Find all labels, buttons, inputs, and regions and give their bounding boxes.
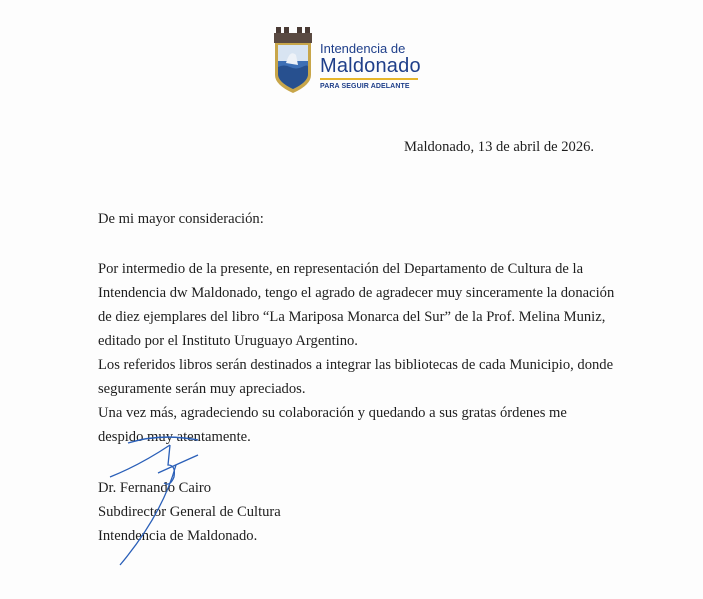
handwritten-signature-icon xyxy=(100,435,220,575)
body-line: seguramente serán muy apreciados. xyxy=(98,381,306,397)
letter-body xyxy=(98,257,614,449)
body-line: Por intermedio de la presente, en representación del Departamento de Cultura de la xyxy=(98,261,584,277)
letterhead-line2: Maldonado xyxy=(320,55,421,77)
letterhead-line1: Intendencia de xyxy=(320,41,406,56)
signer-organization: Intendencia de Maldonado. xyxy=(98,528,258,544)
letterhead-logo xyxy=(272,27,422,95)
signer-name: Dr. Fernando Cairo xyxy=(98,480,212,496)
body-line: Los referidos libros serán destinados a integrar las bibliotecas de cada Municipio, donde xyxy=(98,357,614,373)
letterhead-tagline: PARA SEGUIR ADELANTE xyxy=(320,83,410,90)
letter-date: Maldonado, 13 de abril de 2026. xyxy=(404,139,595,155)
letter-greeting: De mi mayor consideración: xyxy=(98,211,264,227)
body-line: Intendencia dw Maldonado, tengo el agrado de agradecer muy sinceramente la donación xyxy=(98,285,615,301)
body-line: de diez ejemplares del libro “La Mariposa Monarca del Sur” de la Prof. Melina Muniz, xyxy=(98,309,606,325)
coat-of-arms-icon xyxy=(272,27,314,93)
body-line: editado por el Instituto Uruguayo Argentino. xyxy=(98,333,358,349)
signer-title: Subdirector General de Cultura xyxy=(98,504,281,520)
body-line: despido muy atentamente. xyxy=(98,429,251,445)
letterhead-divider xyxy=(320,78,418,80)
body-line: Una vez más, agradeciendo su colaboración y quedando a sus gratas órdenes me xyxy=(98,405,567,421)
